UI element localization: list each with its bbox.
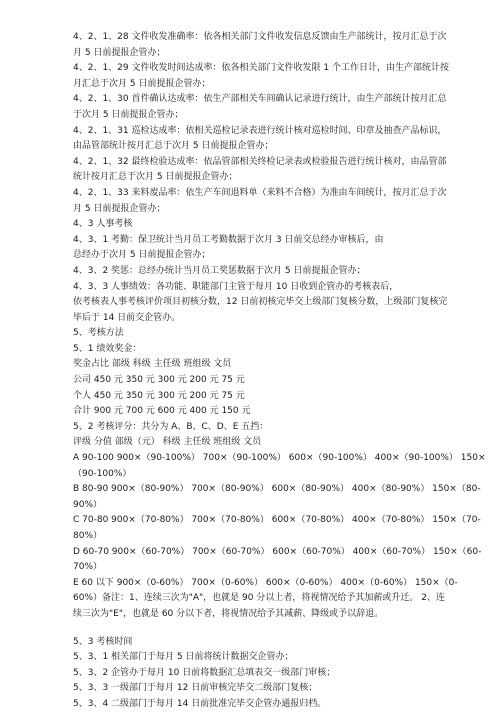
rating-row-continued: 70%） [73, 562, 103, 573]
text-line: 4、2、1、31 巡检达成率：依相关巡检记录表进行统计核对巡检时间、印章及抽查产品标识， [73, 125, 447, 136]
text-line: 5、3、1 相关部门于每月 5 日前将统计数据交企管办； [73, 652, 294, 663]
text-line: 5、3、3 一级部门于每月 12 日前审核完毕交二级部门复核； [73, 683, 318, 694]
text-line: 月汇总于次月 5 日前提报企管办； [73, 78, 211, 89]
text-line: 4、2、1、28 文件收发准确率：依各相关部门文件收发信息反馈由生产部统计，按月汇总于次 [73, 32, 447, 42]
text-line: 4、2、1、32 最终检验达成率：依品管部相关终检记录表或检验报告进行统计核对，由品管部 [73, 156, 447, 167]
document-page [73, 30, 486, 713]
text-line: 4、3、3 人事绩效：各功能、职能部门主管于每月 10 日收到企管办的考核表后， [73, 281, 399, 292]
bonus-table-row: 公司 450 元 350 元 300 元 200 元 75 元 [73, 375, 245, 386]
rating-row-continued: 90%） [73, 499, 103, 510]
text-line: 由品管部统计按月汇总于次月 5 日前提报企管办； [73, 141, 274, 152]
text-line: 续三次为"E"，也就是 60 分以下者，将视情况给予其减薪、降级或予以辞退。 [73, 608, 384, 619]
rating-row: B 80-90 900×（80-90%） 700×（80-90%） 600×（80-90%） 400×（80-90%） 150×（80- [73, 484, 481, 495]
section-heading: 5、考核方法 [73, 328, 124, 339]
text-line: 5、1 绩效奖金： [73, 343, 142, 354]
text-line: 4、2、1、29 文件收发时间达成率：依各相关部门文件收发限 1 个工作日计，由生产部统计按 [73, 63, 449, 74]
text-line: 5、3、4 二级部门于每月 14 日前批准完毕交企管办通报归档。 [73, 698, 327, 709]
bonus-table-row: 个人 450 元 350 元 300 元 200 元 75 元 [73, 390, 245, 401]
text-line: 4、2、1、33 来料废品率：依生产车间退料单（来料不合格）为准由车间统计，按月汇总于次 [73, 187, 447, 198]
text-line: 统计按月汇总于次月 5 日前提报企管办； [73, 172, 238, 183]
text-line: 依考核表人事考核评价项目初核分数，12 日前初核完毕交上级部门复核分数，上级部门复核完 [73, 297, 448, 308]
text-line: 月 5 日前提报企管办； [73, 203, 166, 214]
text-line: 总经办于次月 5 日前提报企管办； [73, 250, 211, 261]
text-line: 月 5 日前提报企管办； [73, 47, 166, 58]
rating-row: D 60-70 900×（60-70%） 700×（60-70%） 600×（60-70%） 400×（60-70%） 150×（60- [73, 546, 482, 557]
spacer [73, 623, 433, 635]
rating-row: A 90-100 900×（90-100%） 700×（90-100%） 600×（90-100%） 400×（90-100%） 150× [73, 453, 486, 464]
text-line: 毕后于 14 日前交企管办。 [73, 312, 181, 323]
text-line: 4、3、1 考勤：保卫统计当月员工考勤数据于次月 3 日前交总经办审核后，由 [73, 234, 384, 245]
rating-row: C 70-80 900×（70-80%） 700×（70-80%） 600×（70-80%） 400×（70-80%） 150×（70- [73, 515, 481, 526]
text-line: 5、2 考核评分：共分为 A、B、C、D、E 五挡： [73, 421, 269, 432]
bonus-table-row: 合计 900 元 700 元 600 元 400 元 150 元 [73, 406, 251, 417]
rating-table-header: 评级 分值 部级（元） 科级 主任级 班组级 文员 [73, 437, 262, 448]
rating-row-continued: 60%）备注：1、连续三次为"A"，也就是 90 分以上者，将视情况给予其加薪或升迁。 2、连 [73, 593, 445, 604]
section-heading: 5、3 考核时间 [73, 636, 133, 647]
bonus-table-header: 奖金占比 部级 科级 主任级 班组级 文员 [73, 359, 232, 370]
text-line: 于次月 5 日前提报企管办； [73, 109, 184, 120]
text-line: 4、2、1、30 首件确认达成率：依生产部相关车间确认记录进行统计，由生产部统计按月汇总 [73, 94, 447, 105]
rating-row-continued: 80%） [73, 531, 103, 541]
rating-row-continued: （90-100%） [73, 468, 132, 479]
section-heading: 4、3 人事考核 [73, 219, 133, 230]
rating-row: E 60 以下 900×（0-60%） 700×（0-60%） 600×（0-60%） 400×（0-60%） 150×（0- [73, 577, 458, 588]
text-line: 4、3、2 奖惩：总经办统计当月员工奖惩数据于次月 5 日前提报企管办； [73, 265, 366, 276]
text-line: 5、3、2 企管办于每月 10 日前将数据汇总填表交一级部门审核； [73, 667, 336, 678]
